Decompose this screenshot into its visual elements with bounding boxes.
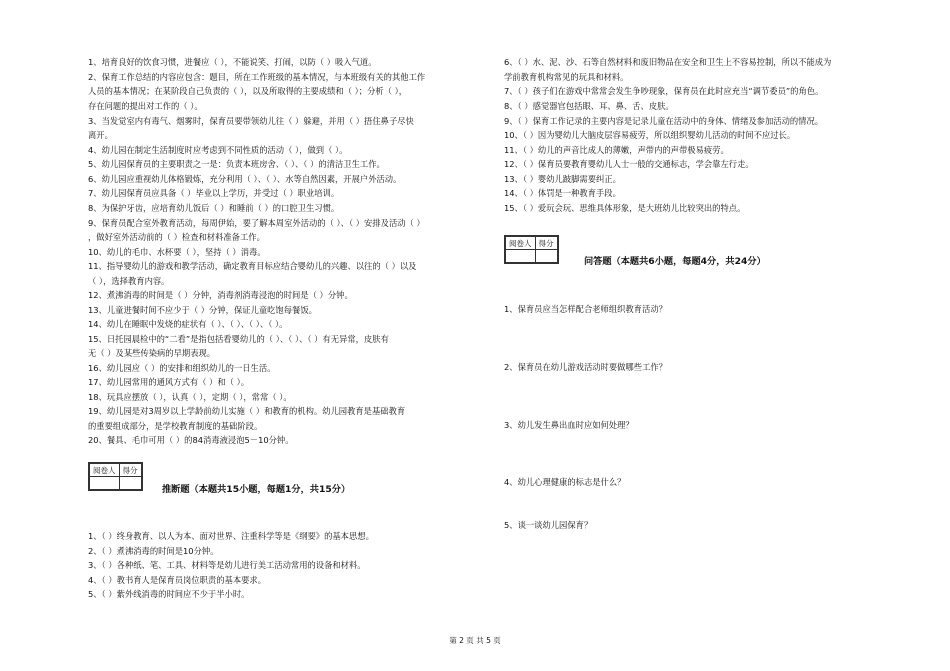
fill-line: 20、餐具、毛巾可用（ ）的84消毒液浸泡5－10分钟。 bbox=[88, 435, 294, 445]
score-box-qa bbox=[504, 235, 559, 264]
fill-line: 15、日托园晨检中的“二看”是指包括看婴幼儿的（ ）、（ ）、（ ）有无异常，皮肤有 bbox=[88, 334, 389, 344]
fill-line: 12、煮沸消毒的时间是（ ）分钟，消毒剂消毒浸泡的时间是（ ）分钟。 bbox=[88, 290, 353, 300]
page-footer: 第 2 页 共 5 页 bbox=[449, 636, 501, 645]
score-box-judge bbox=[88, 462, 143, 491]
judge-item: 8、（ ）感觉器官包括眼、耳、鼻、舌、皮肤。 bbox=[504, 101, 674, 111]
judge-item: 10、（ ）因为婴幼儿大脑皮层容易疲劳，所以组织婴幼儿活动的时间不应过长。 bbox=[504, 130, 796, 140]
fill-line: 8、为保护牙齿，应培育幼儿饭后（ ）和睡前（ ）的口腔卫生习惯。 bbox=[88, 203, 340, 213]
fill-line: 无（ ）及某些传染病的早期表现。 bbox=[88, 348, 216, 358]
judge-item: 7、（ ）孩子们在游戏中常常会发生争吵现象，保育员在此时应充当“调节委员”的角色。 bbox=[504, 86, 824, 96]
fill-line: 7、幼儿园保育员应具备（ ）毕业以上学历，并受过（ ）职业培训。 bbox=[88, 188, 340, 198]
judge-item: 1、（ ）终身教育、以人为本、面对世界、注重科学等是《纲要》的基本思想。 bbox=[88, 531, 374, 541]
judge-section-title: 推断题（本题共15小题，每题1分，共15分） bbox=[162, 484, 351, 495]
judge-item: 5、（ ）紫外线消毒的时间应不少于半小时。 bbox=[88, 589, 250, 599]
score-label: 得分 bbox=[119, 464, 141, 477]
qa-item: 3、幼儿发生鼻出血时应如何处理？ bbox=[504, 420, 634, 430]
qa-section-title: 问答题（本题共6小题，每题4分，共24分） bbox=[584, 256, 766, 267]
fill-line: 14、幼儿在睡眠中发烧的症状有（ ）、（ ）、（ ）、（ ）。 bbox=[88, 319, 288, 329]
fill-line: 1、培育良好的饮食习惯，进餐应（ ），不能说笑、打闹，以防（ ）吸入气道。 bbox=[88, 57, 377, 67]
fill-line: （ ），选择教育内容。 bbox=[88, 276, 170, 286]
fill-line: 的重要组成部分，是学校教育制度的基础阶段。 bbox=[88, 421, 263, 431]
judge-item: 3、（ ）各种纸、笔、工具、材料等是幼儿进行美工活动常用的设备和材料。 bbox=[88, 560, 366, 570]
judge-item: 13、（ ）婴幼儿跛脚需要纠正。 bbox=[504, 174, 621, 184]
judge-item: 14、（ ）体罚是一种教育手段。 bbox=[504, 188, 621, 198]
fill-line: 9、保育员配合室外教育活动，每周伊始，要了解本周室外活动的（ ）、（ ）安排及活动（ ） bbox=[88, 218, 425, 228]
fill-line: 4、幼儿园在制定生活制度时应考虑到不同性质的活动（ ），做到（ ）。 bbox=[88, 145, 348, 155]
fill-line: 19、幼儿园是对3周岁以上学龄前幼儿实施（ ）和教育的机构。幼儿园教育是基础教育 bbox=[88, 406, 406, 416]
qa-item: 1、保育员应当怎样配合老师组织教育活动？ bbox=[504, 304, 667, 314]
score-cell[interactable] bbox=[535, 250, 557, 263]
fill-line: ，做好室外活动前的（ ）检查和材料准备工作。 bbox=[88, 232, 265, 242]
score-cell[interactable] bbox=[119, 477, 141, 490]
qa-item: 2、保育员在幼儿游戏活动时要做哪些工作？ bbox=[504, 362, 667, 372]
reviewer-cell[interactable] bbox=[506, 250, 536, 263]
judge-item: 12、（ ）保育员要教育婴幼儿人士一般的交通标志，学会靠左行走。 bbox=[504, 159, 754, 169]
fill-line: 11、指导婴幼儿的游戏和教学活动，确定教育目标应结合婴幼儿的兴趣、以往的（ ）以及 bbox=[88, 261, 417, 271]
judge-item: 6、（ ）水、泥、沙、石等自然材料和废旧物品在安全和卫生上不容易控制，所以不能成为 bbox=[504, 57, 832, 67]
qa-item: 5、谈一谈幼儿园保育？ bbox=[504, 520, 593, 530]
judge-item: 15、（ ）爱玩会玩、思维具体形象，是大班幼儿比较突出的特点。 bbox=[504, 203, 746, 213]
fill-line: 人员的基本情况；在某阶段自己负责的（ ），以及所取得的主要成绩和（ ）；分析（ ）， bbox=[88, 86, 408, 96]
judge-item: 4、（ ）教书育人是保育员岗位职责的基本要求。 bbox=[88, 575, 267, 585]
judge-item: 2、（ ）煮沸消毒的时间是10分钟。 bbox=[88, 546, 219, 556]
qa-item: 4、幼儿心理健康的标志是什么？ bbox=[504, 477, 626, 487]
fill-line: 16、幼儿园应（ ）的安排和组织幼儿的一日生活。 bbox=[88, 363, 276, 373]
judge-item: 9、（ ）保育工作记录的主要内容是记录儿童在活动中的身体、情绪及参加活动的情况。 bbox=[504, 116, 824, 126]
fill-line: 6、幼儿园应重视幼儿体格锻炼，充分利用（ ）、（ ）、水等自然因素，开展户外活动。 bbox=[88, 174, 402, 184]
fill-line: 10、幼儿的毛巾、水杯要（ ），坚持（ ）消毒。 bbox=[88, 247, 266, 257]
judge-item: 学前教育机构常见的玩具和材料。 bbox=[504, 72, 629, 82]
fill-line: 5、幼儿园保育员的主要职责之一是：负责本班房舍、（ ）、（ ）的清洁卫生工作。 bbox=[88, 159, 385, 169]
fill-line: 13、儿童进餐时间不应少于（ ）分钟，保证儿童吃饱每餐饭。 bbox=[88, 305, 317, 315]
fill-line: 3、当发觉室内有毒气、烟雾时，保育员要带领幼儿往（ ）躲避，并用（ ）捂住鼻子尽快 bbox=[88, 116, 414, 126]
fill-line: 2、保育工作总结的内容应包含：题目，所在工作班级的基本情况，与本班级有关的其他工作 bbox=[88, 72, 426, 82]
judge-item: 11、（ ）幼儿的声音比成人的薄嫩，声带内的声带极易疲劳。 bbox=[504, 145, 729, 155]
fill-line: 离开。 bbox=[88, 130, 113, 140]
fill-line: 17、幼儿园常用的通风方式有（ ）和（ ）。 bbox=[88, 377, 250, 387]
score-label: 得分 bbox=[535, 237, 557, 250]
reviewer-label: 阅卷人 bbox=[506, 237, 536, 250]
fill-line: 存在问题的提出对工作的（ ）。 bbox=[88, 101, 203, 111]
fill-line: 18、玩具应摆放（ ），认真（ ），定期（ ），常常（ ）。 bbox=[88, 392, 292, 402]
reviewer-label: 阅卷人 bbox=[90, 464, 120, 477]
reviewer-cell[interactable] bbox=[90, 477, 120, 490]
